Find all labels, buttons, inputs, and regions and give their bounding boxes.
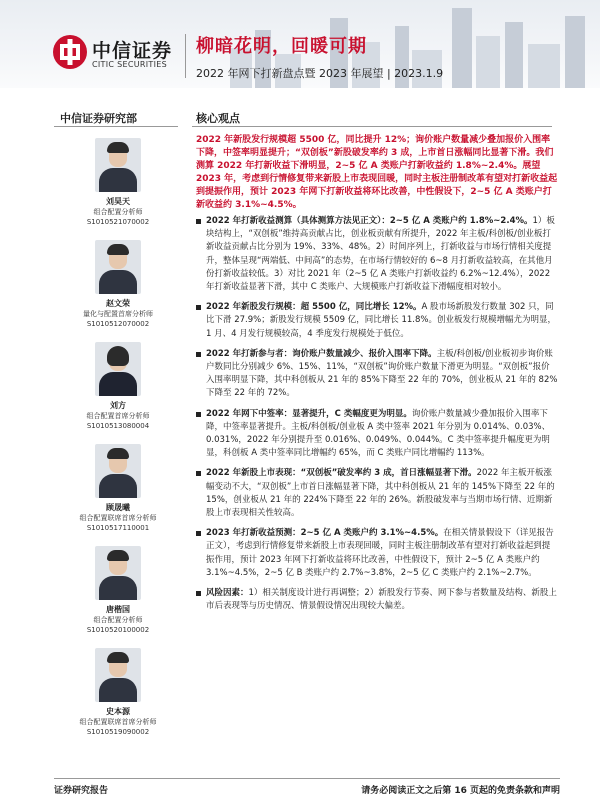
- paragraph-lead: 风险因素：: [206, 588, 249, 599]
- core-view-rule: [192, 126, 552, 127]
- bullet-paragraph: [196, 348, 558, 401]
- header-banner: [0, 0, 600, 88]
- bullet-paragraph: [196, 301, 558, 341]
- paragraph-text: 询价账户数量减少叠加报价入围率下降，中签率显著提升。主板/科创板/创业板 A 类中签率 2021 年分别为 0.014%、0.03%、0.031%，2022 年分别提升至 0.016%、0.049%、0.044%。C 类中签率提升幅度更为明显，科创板 A 类中签率同比增幅约 65%，而 C 类账户同比增幅约 113%。: [206, 408, 551, 459]
- analyst-name: 唐楷国: [106, 605, 130, 614]
- paragraph-text: 1）板块结构上，“双创板”维持高贡献占比，创业板贡献有所提升，2022 年主板/科创板/创业板打新收益贡献占比分别为 19%、33%、48%。2）时间序列上，打新收益与市场行情相关度提升，整体呈现“两端低、中间高”的态势，在市场行情较好的 6~8 月打新收益较高，在其他月份打新收益较低。3）对比 2021 年（2~5 亿 A 类账户打新收益约 6.2%~12.4%），2022 年打新收益显著下滑，其中 C 类账户、大规模账户打新收益下滑幅度相对较小。: [206, 216, 555, 293]
- bullet-square-icon: [196, 591, 201, 596]
- bullet-paragraph: [196, 467, 558, 520]
- bullet-paragraph: [196, 587, 558, 613]
- analyst-role: 组合配置首席分析师: [86, 412, 150, 420]
- bullet-square-icon: [196, 219, 201, 224]
- paragraph-text: 主板/科创板/创业板初步询价账户数同比分别减少 6%、15%、11%，“双创板”询价账户数量下滑更为明显。“双创板”报价入围率明显下降，其中科创板从 21 年的 85%下降至 22 年的 70%，创业板从 21 年的 82%下降至 22 年的 72%。: [206, 348, 558, 399]
- citic-logo-icon: [52, 34, 88, 70]
- bullet-paragraph: [196, 527, 558, 580]
- summary-text: 2022 年新股发行规模超 5500 亿，同比提升 12%；询价账户数量减少叠加报价入围率下降，中签率明显提升；“双创板”新股破发率约 3 成，上市首日涨幅同比显著下滑。我们测算 2022 年打新收益下滑明显，2~5 亿 A 类账户打新收益约 1.8%~2.4%。展望 2023 年，考虑到行情修复带来新股上市表现回暖，同时主板注册制改革有望对打新收益起到提振作用，预计 2023 年网下打新收益将环比改善，中性假设下，2~5 亿 A 类账户打新收益约 3.1%~4.5%。: [196, 135, 558, 211]
- bullet-square-icon: [196, 412, 201, 417]
- analyst-card: [54, 546, 182, 635]
- report-subtitle: 2022 年网下打新盘点暨 2023 年展望 | 2023.1.9: [196, 67, 444, 80]
- paragraph-text: 1）相关制度设计进行再调整；2）新股发行节奏、网下参与者数量及结构、新股上市后表现等与历史情况、情景假设情况出现较大偏差。: [206, 588, 557, 612]
- analyst-id: S1010517110001: [86, 524, 150, 532]
- analyst-photo: [95, 342, 141, 396]
- bullet-square-icon: [196, 352, 201, 357]
- bullet-square-icon: [196, 471, 201, 476]
- analyst-name: 顾晟曦: [106, 503, 130, 512]
- paragraph-lead: 2022 年新股发行规模：超 5500 亿，同比增长 12%。: [206, 302, 422, 313]
- sidebar-heading: 中信证券研究部: [60, 112, 137, 125]
- footer-disclaimer: 请务必阅读正文之后第 16 页起的免责条款和声明: [361, 786, 560, 796]
- analyst-role: 组合配置联席首席分析师: [79, 718, 157, 726]
- sidebar-rule: [54, 126, 178, 127]
- footer-report-type: 证券研究报告: [54, 786, 109, 796]
- analyst-photo: [95, 648, 141, 702]
- analyst-photo: [95, 546, 141, 600]
- report-title: 柳暗花明，回暖可期: [196, 36, 367, 57]
- analyst-id: S1010512070002: [86, 320, 150, 328]
- paragraph-lead: 2022 年新股上市表现：“双创板”破发率约 3 成，首日涨幅显著下滑。: [206, 468, 477, 479]
- analyst-role: 组合配置联席首席分析师: [79, 514, 157, 522]
- analyst-photo: [95, 138, 141, 192]
- analyst-name: 刘方: [110, 401, 126, 410]
- analyst-id: S1010520100002: [86, 626, 150, 634]
- brand-name-en: CITIC SECURITIES: [92, 60, 167, 69]
- paragraph-lead: 2023 年打新收益预测：2~5 亿 A 类账户约 3.1%~4.5%。: [206, 528, 444, 539]
- analyst-name: 赵文荣: [106, 299, 130, 308]
- brand-name-cn: 中信证券: [92, 40, 173, 62]
- analyst-role: 量化与配置首席分析师: [83, 310, 153, 318]
- paragraph-text: 2022 年主板开板涨幅变动不大，“双创板”上市首日涨幅显著下降，其中科创板从 21 年的 145%下降至 22 年的 15%，创业板从 21 年的 224%下降至 22 年的 26%。新股破发率与当期市场行情、近期新股上市表现相关性较高。: [206, 468, 555, 519]
- analyst-card: [54, 240, 182, 329]
- paragraph-lead: 2022 年打新参与者：询价账户数量减少、报价入围率下降。: [206, 348, 437, 359]
- bullet-paragraph: [196, 215, 558, 294]
- analyst-card: [54, 138, 182, 227]
- analyst-photo: [95, 444, 141, 498]
- analyst-card: [54, 444, 182, 533]
- body-text: [196, 215, 558, 620]
- core-view-heading: 核心观点: [196, 112, 240, 125]
- analyst-role: 组合配置分析师: [93, 208, 143, 216]
- header-divider: [185, 34, 186, 78]
- paragraph-lead: 2022 年网下中签率：显著提升，C 类幅度更为明显。: [206, 408, 412, 419]
- bullet-square-icon: [196, 531, 201, 536]
- analyst-id: S1010519090002: [86, 728, 150, 736]
- analyst-role: 组合配置分析师: [93, 616, 143, 624]
- analyst-photo: [95, 240, 141, 294]
- paragraph-text: A 股市场新股发行数量 302 只，同比下滑 27.9%；新股发行规模 5509 亿，同比增长 11.8%。创业板发行规模增幅尤为明显，1 月、4 月发行规模较高，4 季度发行规模处于低位。: [206, 302, 556, 339]
- analyst-name: 史本源: [106, 707, 130, 716]
- analyst-name: 刘昊天: [106, 197, 130, 206]
- bullet-paragraph: [196, 408, 558, 461]
- bullet-square-icon: [196, 305, 201, 310]
- footer-rule: [54, 778, 560, 779]
- analyst-id: S1010521070002: [86, 218, 150, 226]
- analyst-id: S1010513080004: [86, 422, 150, 430]
- analyst-card: [54, 648, 182, 737]
- paragraph-text: 在相关情景假设下（详见报告正文），考虑到行情修复带来新股上市表现回暖，同时主板注册制改革有望对打新收益起到提振作用，预计 2023 年网下打新收益将环比改善，中性假设下，预计 2~5 亿 A 类账户约 3.1%~4.5%，2~5 亿 B 类账户约 2.7%~3.8%，2~5 亿 C 类账户约 2.1%~2.7%。: [206, 528, 554, 578]
- analyst-card: [54, 342, 182, 431]
- paragraph-lead: 2022 年打新收益测算（具体测算方法见正文）：2~5 亿 A 类账户约 1.8%~2.4%。: [206, 216, 533, 226]
